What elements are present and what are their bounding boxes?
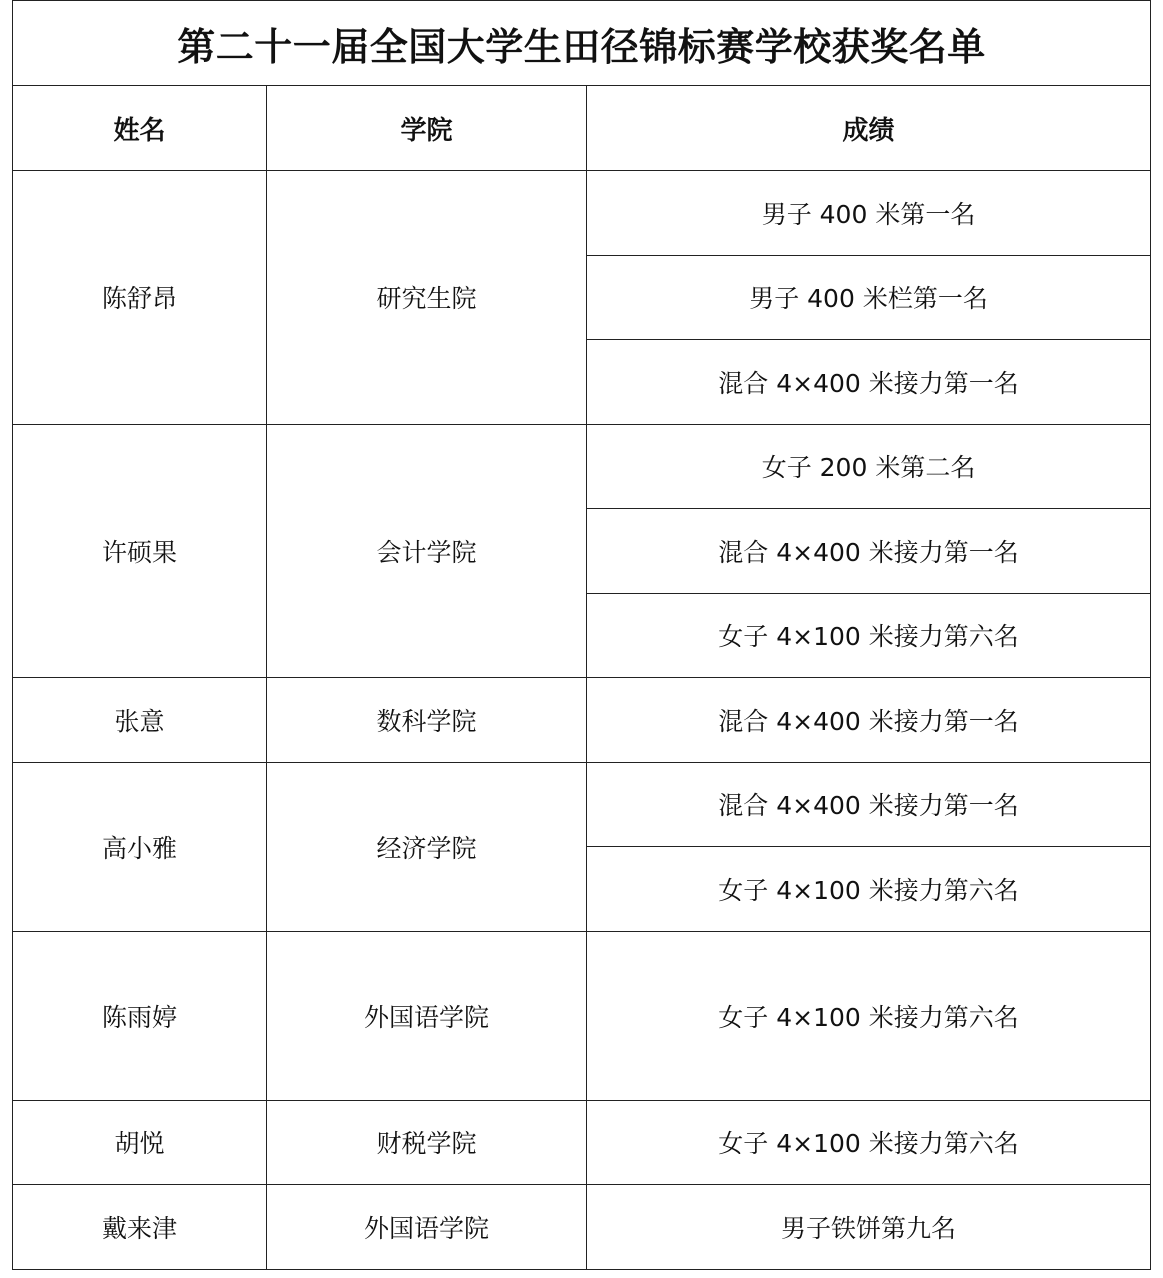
table-row <box>13 171 1151 256</box>
cell-college: 外国语学院 <box>267 931 587 1100</box>
table-row <box>13 1100 1151 1185</box>
cell-college: 数科学院 <box>267 678 587 763</box>
table-title: 第二十一届全国大学生田径锦标赛学校获奖名单 <box>13 1 1151 86</box>
cell-result: 女子 4×100 米接力第六名 <box>587 847 1151 932</box>
cell-name: 许硕果 <box>13 424 267 678</box>
cell-result: 女子 4×100 米接力第六名 <box>587 593 1151 678</box>
cell-result: 混合 4×400 米接力第一名 <box>587 340 1151 425</box>
cell-name: 高小雅 <box>13 762 267 931</box>
cell-result: 女子 200 米第二名 <box>587 424 1151 509</box>
header-name: 姓名 <box>13 86 267 171</box>
cell-college: 经济学院 <box>267 762 587 931</box>
cell-college: 外国语学院 <box>267 1185 587 1270</box>
cell-college: 会计学院 <box>267 424 587 678</box>
cell-college: 研究生院 <box>267 171 587 425</box>
table-row <box>13 424 1151 509</box>
table-row <box>13 762 1151 847</box>
cell-result: 男子铁饼第九名 <box>587 1185 1151 1270</box>
cell-result: 混合 4×400 米接力第一名 <box>587 509 1151 594</box>
table-row <box>13 931 1151 1100</box>
cell-result: 女子 4×100 米接力第六名 <box>587 1100 1151 1185</box>
table-row <box>13 1185 1151 1270</box>
cell-result: 男子 400 米第一名 <box>587 171 1151 256</box>
awards-table <box>12 0 1151 1270</box>
cell-name: 胡悦 <box>13 1100 267 1185</box>
cell-name: 戴来津 <box>13 1185 267 1270</box>
cell-result: 混合 4×400 米接力第一名 <box>587 678 1151 763</box>
cell-result: 混合 4×400 米接力第一名 <box>587 762 1151 847</box>
cell-name: 陈舒昂 <box>13 171 267 425</box>
header-result: 成绩 <box>587 86 1151 171</box>
table-row <box>13 678 1151 763</box>
cell-result: 女子 4×100 米接力第六名 <box>587 931 1151 1100</box>
cell-college: 财税学院 <box>267 1100 587 1185</box>
cell-name: 陈雨婷 <box>13 931 267 1100</box>
cell-result: 男子 400 米栏第一名 <box>587 255 1151 340</box>
header-college: 学院 <box>267 86 587 171</box>
cell-name: 张意 <box>13 678 267 763</box>
